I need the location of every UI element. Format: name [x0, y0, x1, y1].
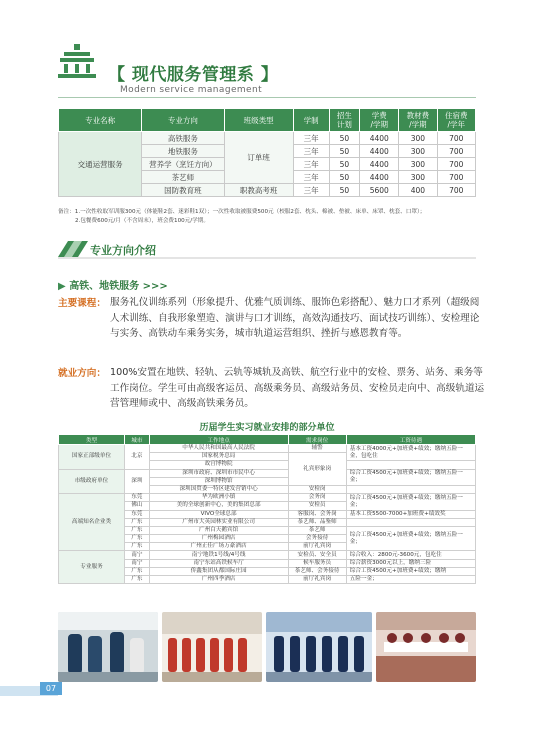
photo-training-4	[376, 612, 476, 682]
city-cell: 广东	[124, 576, 149, 584]
employment-label: 就业方向：	[58, 368, 106, 379]
subsection-title-text: 高铁、地铁服务 >>>	[69, 281, 168, 292]
books-cell: 300	[399, 171, 437, 184]
tuition-cell: 4400	[360, 132, 399, 145]
position-cell: 礼宾形象岗	[288, 453, 346, 486]
position-cell: 茶艺师、品鉴师	[288, 518, 346, 526]
table-header-row	[59, 435, 476, 445]
salary-cell: 五险一金；	[346, 576, 475, 584]
position-cell: 客服岗、会务岗	[288, 510, 346, 518]
col-header: 工作地点	[149, 435, 288, 445]
salary-cell	[346, 518, 475, 526]
workplace-cell: 故宫博物院	[149, 461, 288, 469]
workplace-cell: 广州白天鹅宾馆	[149, 526, 288, 534]
building-logo-icon	[58, 44, 96, 78]
courses-text: 服务礼仪训练系列（形象提升、优雅气质训练、服饰色彩搭配）、魅力口才系列（超级阅人术训练、自我形象塑造、演讲与口才训练，高效沟通技巧、面试技巧训练）、安检理论与实务、高铁动车乘务实务，城市轨道运营组织、挫折与感恩教育等。	[110, 297, 480, 339]
city-cell: 东莞	[124, 510, 149, 518]
workplace-cell: 深圳市政府、深圳市市民中心	[149, 469, 288, 477]
photo-training-3	[266, 612, 372, 682]
position-cell: 安检员	[288, 502, 346, 510]
workplace-cell: 中华人民共和国最高人民法院	[149, 445, 288, 453]
workplace-cell: 美的全球创新中心，美的集团总部	[149, 502, 288, 510]
tuition-cell: 4400	[360, 145, 399, 158]
note-line-1: 备注：1.一次性收取军训服300元（体能鞋2套、迷彩鞋1双）；一次性收取被服费500元（校服2套、枕头、棉被、垫被、床单、床罩、枕套、口罩）；	[58, 209, 426, 215]
position-cell: 辅警	[288, 445, 346, 453]
dorm-cell: 700	[437, 145, 475, 158]
col-header: 需求岗位	[288, 435, 346, 445]
col-header: 学制	[293, 109, 329, 132]
salary-cell: 综合薪资3000元以上，缴纳三险	[346, 559, 475, 567]
position-cell: 茶艺师、会务接待	[288, 567, 346, 575]
salary-cell: 基本工资5500-7000+加班费+绩效奖	[346, 510, 475, 518]
class-type-cell: 职教高考班	[224, 184, 293, 197]
years-cell: 三年	[293, 158, 329, 171]
class-type-cell: 订单班	[224, 132, 293, 184]
workplace-cell: 深圳国贸委一特区建发营销中心	[149, 485, 288, 493]
table-row	[59, 445, 476, 453]
play-arrow-icon: ▶	[58, 281, 66, 292]
position-cell: 前厅礼宾岗	[288, 543, 346, 551]
note-line-2: 2.包餐费600元/月（不含周末），班会费100元/学期。	[75, 218, 209, 224]
type-cell: 国家正部级单位	[59, 445, 125, 470]
photo-training-1	[58, 612, 158, 682]
direction-cell: 营养学（烹饪方向）	[142, 158, 224, 171]
course-fee-table	[58, 108, 476, 197]
direction-cell: 高铁服务	[142, 132, 224, 145]
table-row	[59, 469, 476, 477]
workplace-cell: VIVO全球总部	[149, 510, 288, 518]
col-header: 类型	[59, 435, 125, 445]
workplace-cell: 广州市大英园林实业有限公司	[149, 518, 288, 526]
city-cell: 东莞	[124, 494, 149, 502]
dorm-cell: 700	[437, 132, 475, 145]
salary-cell	[346, 461, 475, 469]
plan-cell: 50	[329, 158, 360, 171]
years-cell: 三年	[293, 171, 329, 184]
position-cell: 会务岗	[288, 494, 346, 502]
salary-cell: 综合工资4500元+加班费+绩效；缴纳	[346, 567, 475, 575]
photo-training-2	[162, 612, 262, 682]
books-cell: 300	[399, 145, 437, 158]
workplace-cell: 南宁东站高铁候车厅	[149, 559, 288, 567]
page-title: 【 现代服务管理系 】	[108, 65, 279, 85]
city-cell: 广东	[124, 535, 149, 543]
salary-cell	[346, 485, 475, 493]
type-cell: 专业服务	[59, 551, 125, 584]
employment-table	[58, 434, 476, 584]
direction-cell: 茶艺师	[142, 171, 224, 184]
plan-cell: 50	[329, 145, 360, 158]
city-cell: 深圳	[124, 469, 149, 494]
dorm-cell: 700	[437, 184, 475, 197]
workplace-cell: 侨鑫集团从都国际庄园	[149, 567, 288, 575]
col-header: 招生 计划	[329, 109, 360, 132]
city-cell: 广东	[124, 518, 149, 526]
major-cell: 交通运营服务	[59, 132, 142, 197]
city-cell: 广东	[124, 543, 149, 551]
salary-cell: 综合工资4500元+加班费+绩效；缴纳五险一金；	[346, 469, 475, 485]
books-cell: 300	[399, 158, 437, 171]
type-cell: 高端知名企业类	[59, 494, 125, 551]
workplace-cell: 国家税务总局	[149, 453, 288, 461]
city-cell: 北京	[124, 445, 149, 470]
table-note	[58, 208, 488, 226]
courses-label: 主要课程：	[58, 298, 106, 309]
workplace-cell: 华为欧洲小镇	[149, 494, 288, 502]
col-header: 学费 /学期	[360, 109, 399, 132]
salary-cell: 基本工资4000元+加班费+绩效；缴纳五险一金，包吃住	[346, 445, 475, 461]
books-cell: 300	[399, 132, 437, 145]
position-cell: 茶艺师	[288, 526, 346, 534]
years-cell: 三年	[293, 145, 329, 158]
table-row	[59, 494, 476, 502]
plan-cell: 50	[329, 184, 360, 197]
salary-cell: 综合收入：2800元-3600元，包吃住	[346, 551, 475, 559]
books-cell: 400	[399, 184, 437, 197]
page-subtitle: Modern service management	[120, 85, 263, 95]
employment-table-title: 历届学生实习就业安排的部分单位	[199, 423, 335, 433]
years-cell: 三年	[293, 184, 329, 197]
col-header: 住宿费 /学年	[437, 109, 475, 132]
photo-strip	[58, 612, 476, 682]
city-cell: 佛山	[124, 502, 149, 510]
city-cell: 南宁	[124, 559, 149, 567]
table-row	[59, 132, 476, 145]
section-title: 专业方向介绍	[90, 244, 156, 257]
workplace-cell: 南宁地铁1号线/4号线	[149, 551, 288, 559]
workplace-cell: 广州四季酒店	[149, 576, 288, 584]
direction-cell: 国防教育班	[142, 184, 224, 197]
plan-cell: 50	[329, 132, 360, 145]
tuition-cell: 5600	[360, 184, 399, 197]
table-row	[59, 551, 476, 559]
tuition-cell: 4400	[360, 158, 399, 171]
col-header: 城市	[124, 435, 149, 445]
direction-cell: 地铁服务	[142, 145, 224, 158]
col-header: 教材费 /学期	[399, 109, 437, 132]
salary-cell: 综合工资4500元+加班费+绩效；缴纳五险一金；	[346, 494, 475, 510]
workplace-cell: 广州梅园酒店	[149, 535, 288, 543]
workplace-cell: 深圳博物馆	[149, 477, 288, 485]
position-cell: 安检员、安全员	[288, 551, 346, 559]
position-cell: 安检岗	[288, 485, 346, 493]
dorm-cell: 700	[437, 171, 475, 184]
city-cell: 广东	[124, 567, 149, 575]
col-header: 班级类型	[224, 109, 293, 132]
col-header: 工资待遇	[346, 435, 475, 445]
table-header-row	[59, 109, 476, 132]
dorm-cell: 700	[437, 158, 475, 171]
col-header: 专业名称	[59, 109, 142, 132]
city-cell: 广东	[124, 526, 149, 534]
title-divider	[58, 97, 476, 98]
employment-text: 100%安置在地铁、轻轨、云轨等城轨及高铁、航空行业中的安检、票务、站务、乘务等工作岗位。学生可由高级客运员、高级乘务员、高级站务员、安检员走向中、高级轨道运营管理师或中、高级高铁乘务员。	[110, 367, 485, 409]
salary-cell: 综合工资4500元+加班费+绩效；缴纳五险一金；	[346, 526, 475, 551]
city-cell: 南宁	[124, 551, 149, 559]
years-cell: 三年	[293, 132, 329, 145]
position-cell: 前厅礼宾岗	[288, 576, 346, 584]
col-header: 专业方向	[142, 109, 224, 132]
plan-cell: 50	[329, 171, 360, 184]
page-number: 07	[40, 682, 62, 695]
tuition-cell: 4400	[360, 171, 399, 184]
subsection-title	[58, 277, 168, 292]
type-cell: 市级政府单位	[59, 469, 125, 494]
position-cell: 会务接待	[288, 535, 346, 543]
workplace-cell: 广州正佳广场万豪酒店	[149, 543, 288, 551]
position-cell: 候车服务员	[288, 559, 346, 567]
